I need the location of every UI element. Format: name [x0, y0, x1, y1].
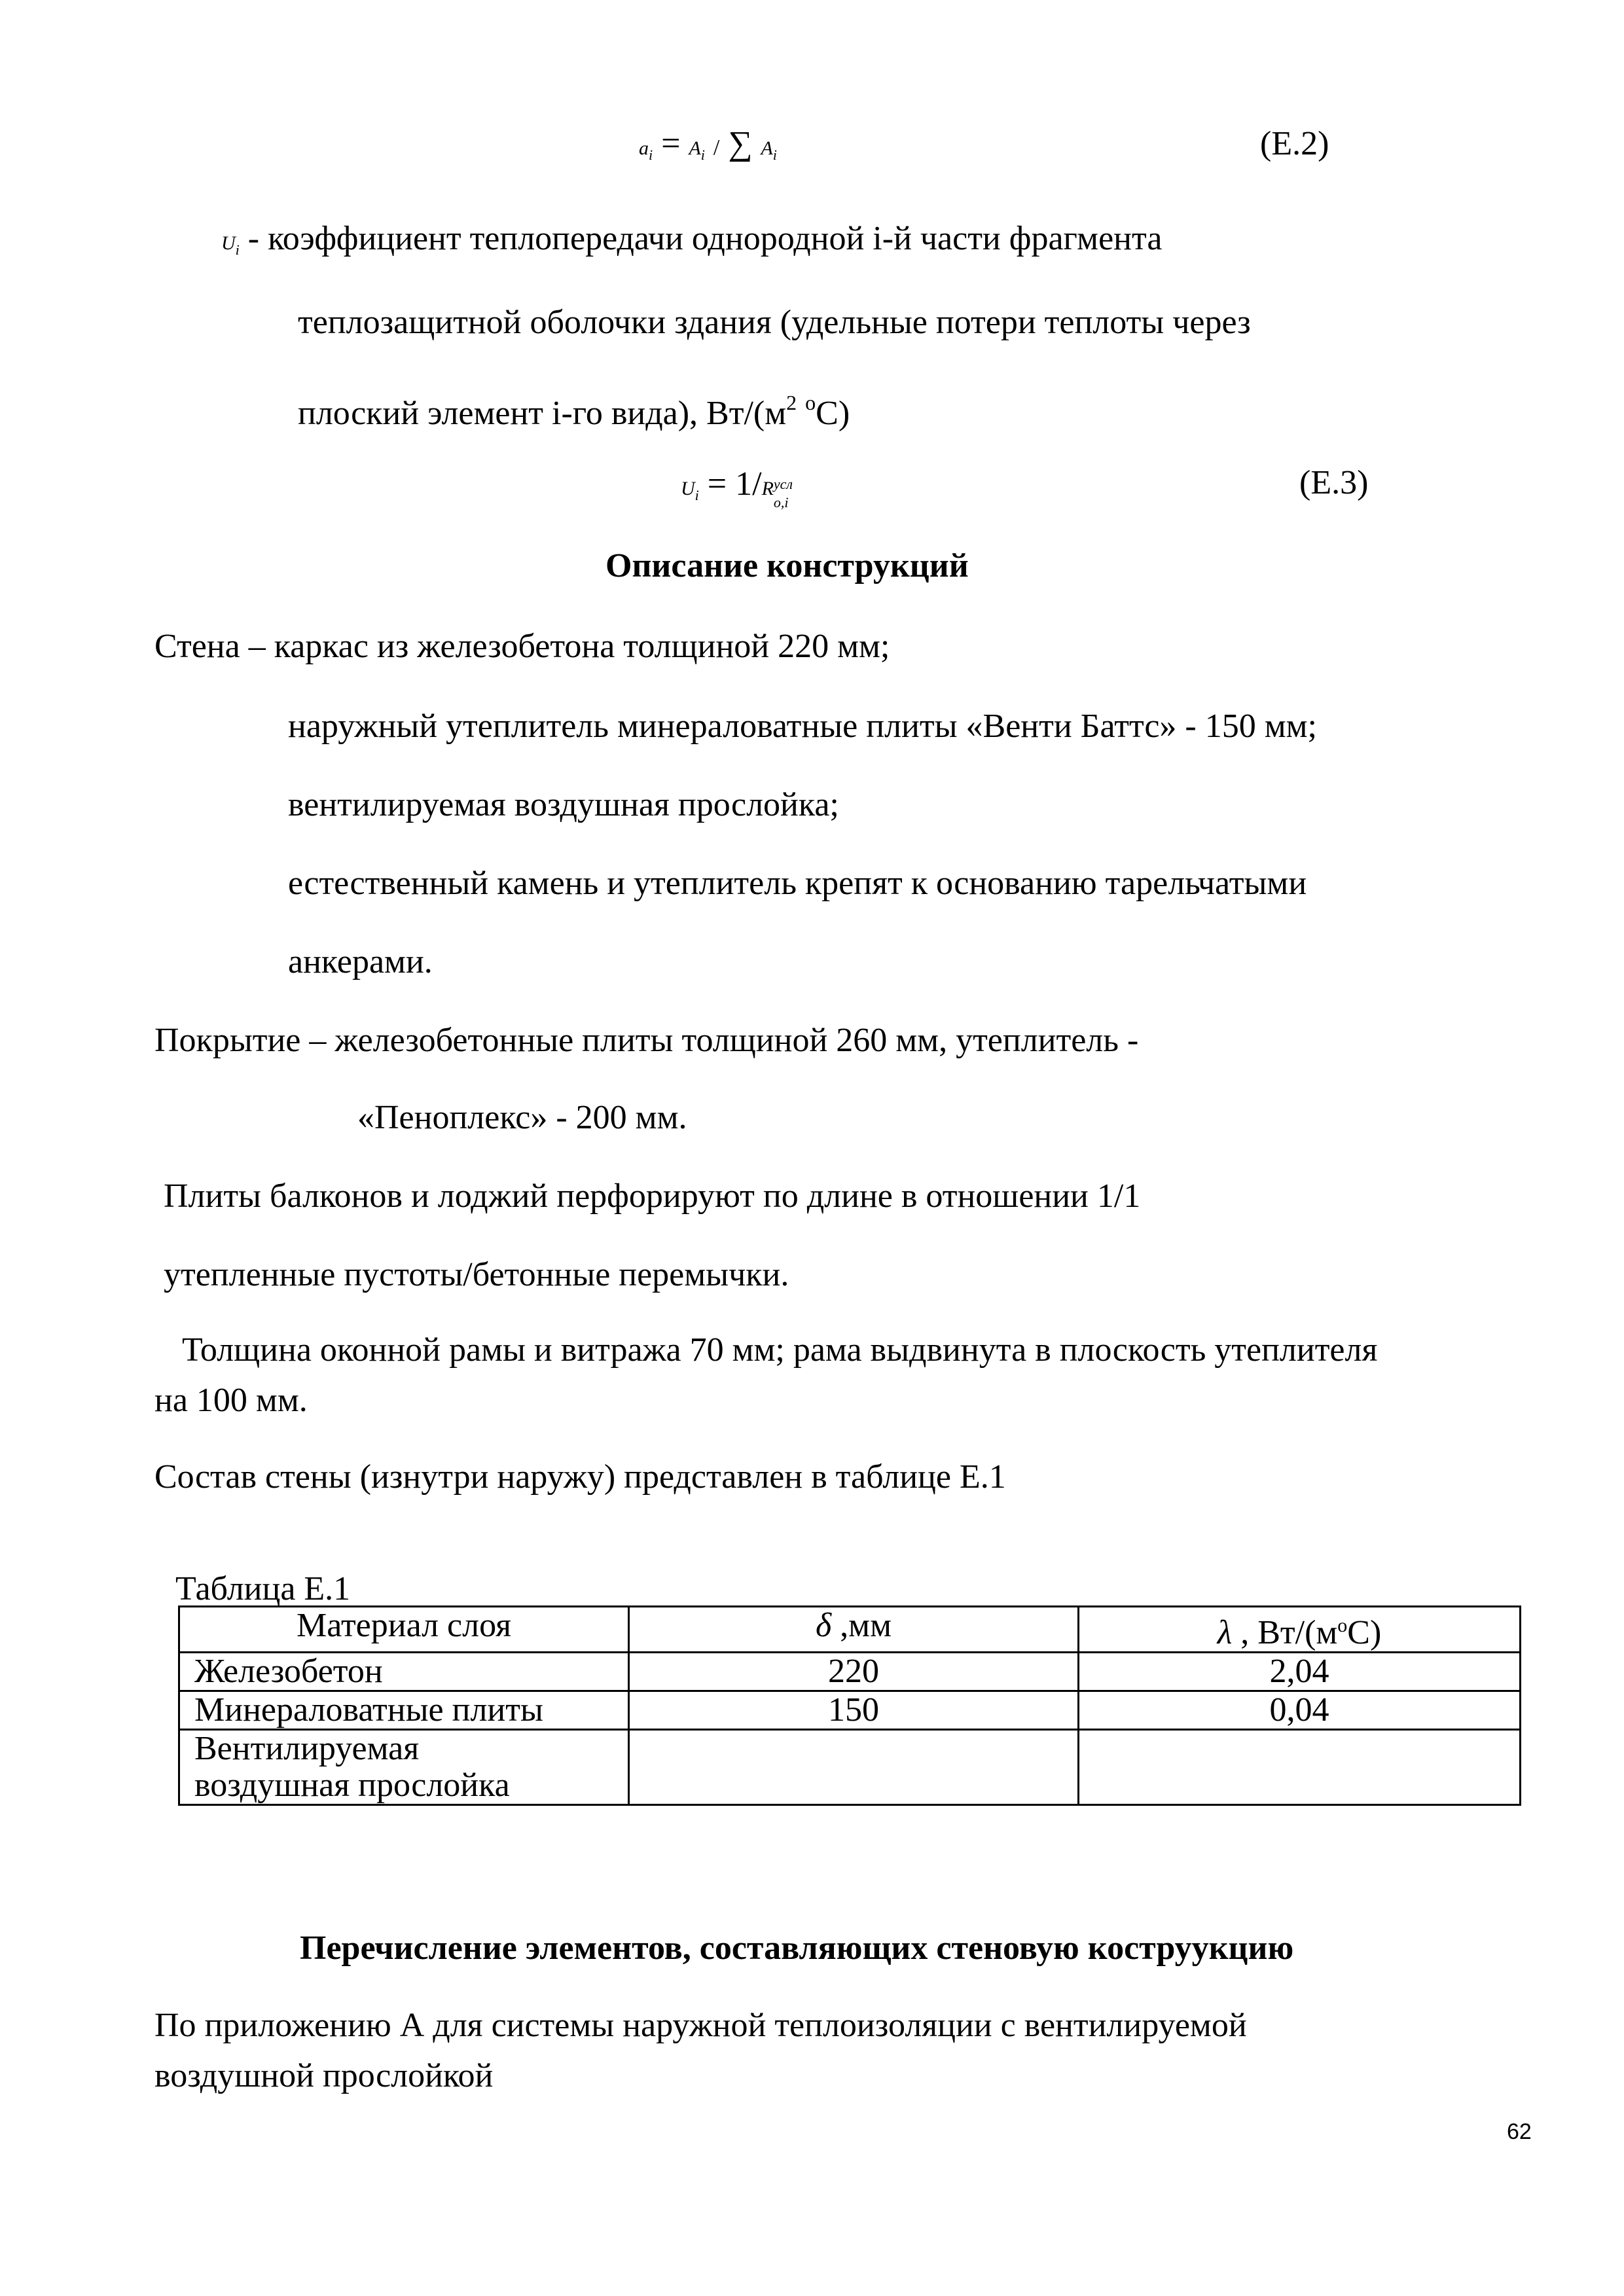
slab-line-2: утепленные пустоты/бетонные перемычки. — [164, 1256, 789, 1293]
cell-material: Минераловатные плиты — [179, 1691, 629, 1730]
cell-conductivity: 2,04 — [1079, 1653, 1521, 1691]
cell-conductivity — [1079, 1730, 1521, 1805]
table-row — [179, 1653, 1521, 1691]
formula-e3: $U_i = 1/R$ усл o,i — [681, 465, 793, 511]
table-reference: Состав стены (изнутри наружу) представлен в таблице Е.1 — [154, 1458, 1006, 1496]
sigma-symbol: ∑ — [728, 125, 753, 162]
cell-material: Железобетон — [179, 1653, 629, 1691]
roof-line-2: «Пеноплекс» - 200 мм. — [357, 1099, 687, 1136]
cell-thickness: 220 — [629, 1653, 1079, 1691]
wall-composition-table — [178, 1605, 1521, 1806]
wall-line-5: анкерами. — [288, 943, 433, 980]
definition-line-1: $U_i$ - коэффициент теплопередачи однородной i-й части фрагмента — [221, 220, 1163, 258]
header-material: Материал слоя — [179, 1607, 629, 1653]
formula-e2-lhs: a — [639, 137, 649, 159]
page-number: 62 — [1507, 2119, 1532, 2144]
definition-line-2: теплозащитной оболочки здания (удельные потери теплоты через — [298, 304, 1251, 341]
wall-line-4: естественный камень и утеплитель крепят к основанию тарельчатыми — [288, 865, 1307, 902]
cell-thickness: 150 — [629, 1691, 1079, 1730]
cell-thickness — [629, 1730, 1079, 1805]
wall-line-1: Стена – каркас из железобетона толщиной 220 мм; — [154, 628, 890, 665]
table-row — [179, 1691, 1521, 1730]
formula-e3-number: (Е.3) — [1299, 464, 1369, 501]
slab-line-1: Плиты балконов и лоджий перфорируют по длине в отношении 1/1 — [164, 1177, 1141, 1215]
cell-conductivity: 0,04 — [1079, 1691, 1521, 1730]
cell-material: Вентилируемая воздушная прослойка — [179, 1730, 629, 1805]
roof-line-1: Покрытие – железобетонные плиты толщиной 260 мм, утеплитель - — [154, 1022, 1139, 1059]
definition-symbol: U — [221, 232, 236, 254]
section-heading-elements: Перечисление элементов, составляющих стеновую коструукцию — [300, 1929, 1294, 1967]
table-caption: Таблица Е.1 — [175, 1570, 351, 1607]
table-row — [179, 1730, 1521, 1805]
header-conductivity: λ , $Вт/(м^оС)$ — [1079, 1607, 1521, 1653]
formula-e2: $a_i = A_i$ / ∑ $A_i$ — [639, 125, 777, 163]
section2-line-2: воздушной прослойкой — [154, 2057, 494, 2094]
frame-line-1: Толщина оконной рамы и витража 70 мм; рама выдвинута в плоскость утеплителя — [182, 1331, 1378, 1369]
frame-line-2: на 100 мм. — [154, 1382, 308, 1419]
wall-line-3: вентилируемая воздушная прослойка; — [288, 786, 839, 823]
table-header-row — [179, 1607, 1521, 1653]
formula-e2-number: (Е.2) — [1260, 125, 1329, 162]
wall-line-2: наружный утеплитель минераловатные плиты «Венти Баттс» - 150 мм; — [288, 708, 1317, 745]
section2-line-1: По приложению А для системы наружной теплоизоляции с вентилируемой — [154, 2007, 1247, 2044]
header-thickness: δ ,мм — [629, 1607, 1079, 1653]
definition-line-3: плоский элемент i-го вида), $Вт/(м^2$ $^о$С) — [298, 391, 850, 432]
section-heading-constructions: Описание конструкций — [605, 547, 969, 584]
